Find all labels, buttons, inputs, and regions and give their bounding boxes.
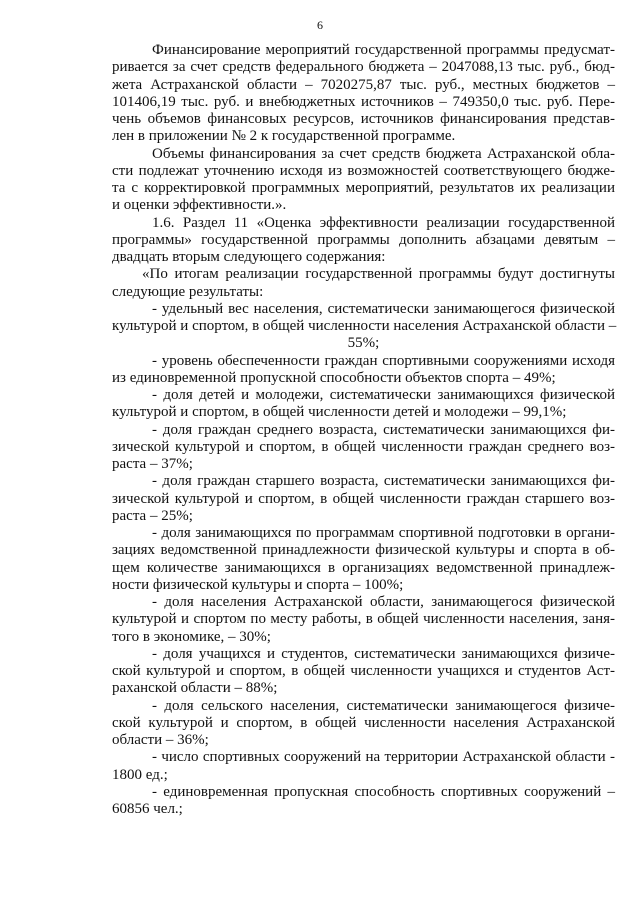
text-line: зической культурой и спортом, в общей численности граждан среднего воз- xyxy=(112,438,615,455)
text-line: 60856 чел.; xyxy=(112,801,183,817)
text-line: - доля граждан старшего возраста, систематически занимающихся фи- xyxy=(152,473,615,490)
text-line: жета Астраханской области – 7020275,87 тыс. руб., местных бюджетов – xyxy=(112,76,615,93)
text-line: двадцать вторым следующего содержания: xyxy=(112,249,386,265)
text-line: та с корректировкой программных мероприятий, результатов их реализации xyxy=(112,180,615,196)
text-line: ности физической культуры и спорта – 100%; xyxy=(112,576,404,593)
text-line: раста – 37%; xyxy=(112,456,193,472)
text-line: 55%; xyxy=(347,335,380,352)
text-line: культурой и спортом, в общей численности детей и молодежи – 99,1%; xyxy=(112,404,567,421)
text-line: культурой и спортом, в общей численности населения Астраханской области – xyxy=(112,318,617,334)
text-line: - уровень обеспеченности граждан спортивными сооружениями исходя xyxy=(152,352,615,369)
text-line: «По итогам реализации государственной программы будут достигнуты xyxy=(142,266,615,283)
text-line: 101406,19 тыс. руб. и внебюджетных источников – 749350,0 тыс. руб. Пере- xyxy=(112,93,615,110)
text-line: - доля населения Астраханской области, занимающегося физической xyxy=(152,594,615,610)
page-number: 6 xyxy=(317,18,323,32)
text-line: - число спортивных сооружений на территории Астраханской области - xyxy=(152,749,615,766)
text-line: - доля граждан среднего возраста, систематически занимающихся фи- xyxy=(152,421,615,438)
text-line: ской культурой и спортом, в общей численности населения Астраханской xyxy=(112,714,615,731)
text-line: раханской области – 88%; xyxy=(112,680,278,697)
text-line: зической культурой и спортом, в общей численности граждан старшего воз- xyxy=(112,490,615,507)
text-line: 1800 ед.; xyxy=(112,766,168,783)
text-line: 1.6. Раздел 11 «Оценка эффективности реализации государственной xyxy=(152,214,615,231)
text-line: программы» государственной программы дополнить абзацами девятым – xyxy=(112,231,615,248)
text-line: культурой и спортом по месту работы, в общей численности населения, заня- xyxy=(112,611,615,628)
text-line: области – 36%; xyxy=(112,732,209,748)
text-line: - доля детей и молодежи, систематически занимающихся физической xyxy=(152,387,615,403)
text-line: щем количестве занимающихся в организациях ведомственной принадлеж- xyxy=(112,559,615,576)
text-line: - доля сельского населения, систематически занимающегося физиче- xyxy=(152,697,615,714)
text-line: - удельный вес населения, систематически занимающегося физической xyxy=(152,300,615,317)
text-line: - доля учащихся и студентов, систематически занимающихся физиче- xyxy=(152,645,615,662)
document-body xyxy=(112,42,615,818)
text-line: - единовременная пропускная способность спортивных сооружений – xyxy=(152,783,615,800)
text-line: чень объемов финансовых ресурсов, источников финансирования представ- xyxy=(112,111,615,127)
text-line: Объемы финансирования за счет средств бюджета Астраханской обла- xyxy=(152,145,615,162)
text-line: следующие результаты: xyxy=(112,283,264,300)
text-line: того в экономике, – 30%; xyxy=(112,628,271,645)
text-line: - доля занимающихся по программам спортивной подготовки в органи- xyxy=(152,525,615,541)
text-line: раста – 25%; xyxy=(112,507,193,524)
text-line: Финансирование мероприятий государственной программы предусмат- xyxy=(152,42,615,58)
text-line: ривается за счет средств федерального бюджета – 2047088,13 тыс. руб., бюд- xyxy=(112,59,615,76)
text-line: сти подлежат уточнению исходя из возможностей соответствующего бюдже- xyxy=(112,162,615,179)
text-line: лен в приложении № 2 к государственной программе. xyxy=(112,128,456,145)
text-line: и оценки эффективности.». xyxy=(112,197,287,214)
text-line: ской культурой и спортом, в общей численности учащихся и студентов Аст- xyxy=(112,663,615,679)
text-line: из единовременной пропускной способности объектов спорта – 49%; xyxy=(112,369,556,386)
text-line: зациях ведомственной принадлежности физической культуры и спорта в об- xyxy=(112,542,615,559)
